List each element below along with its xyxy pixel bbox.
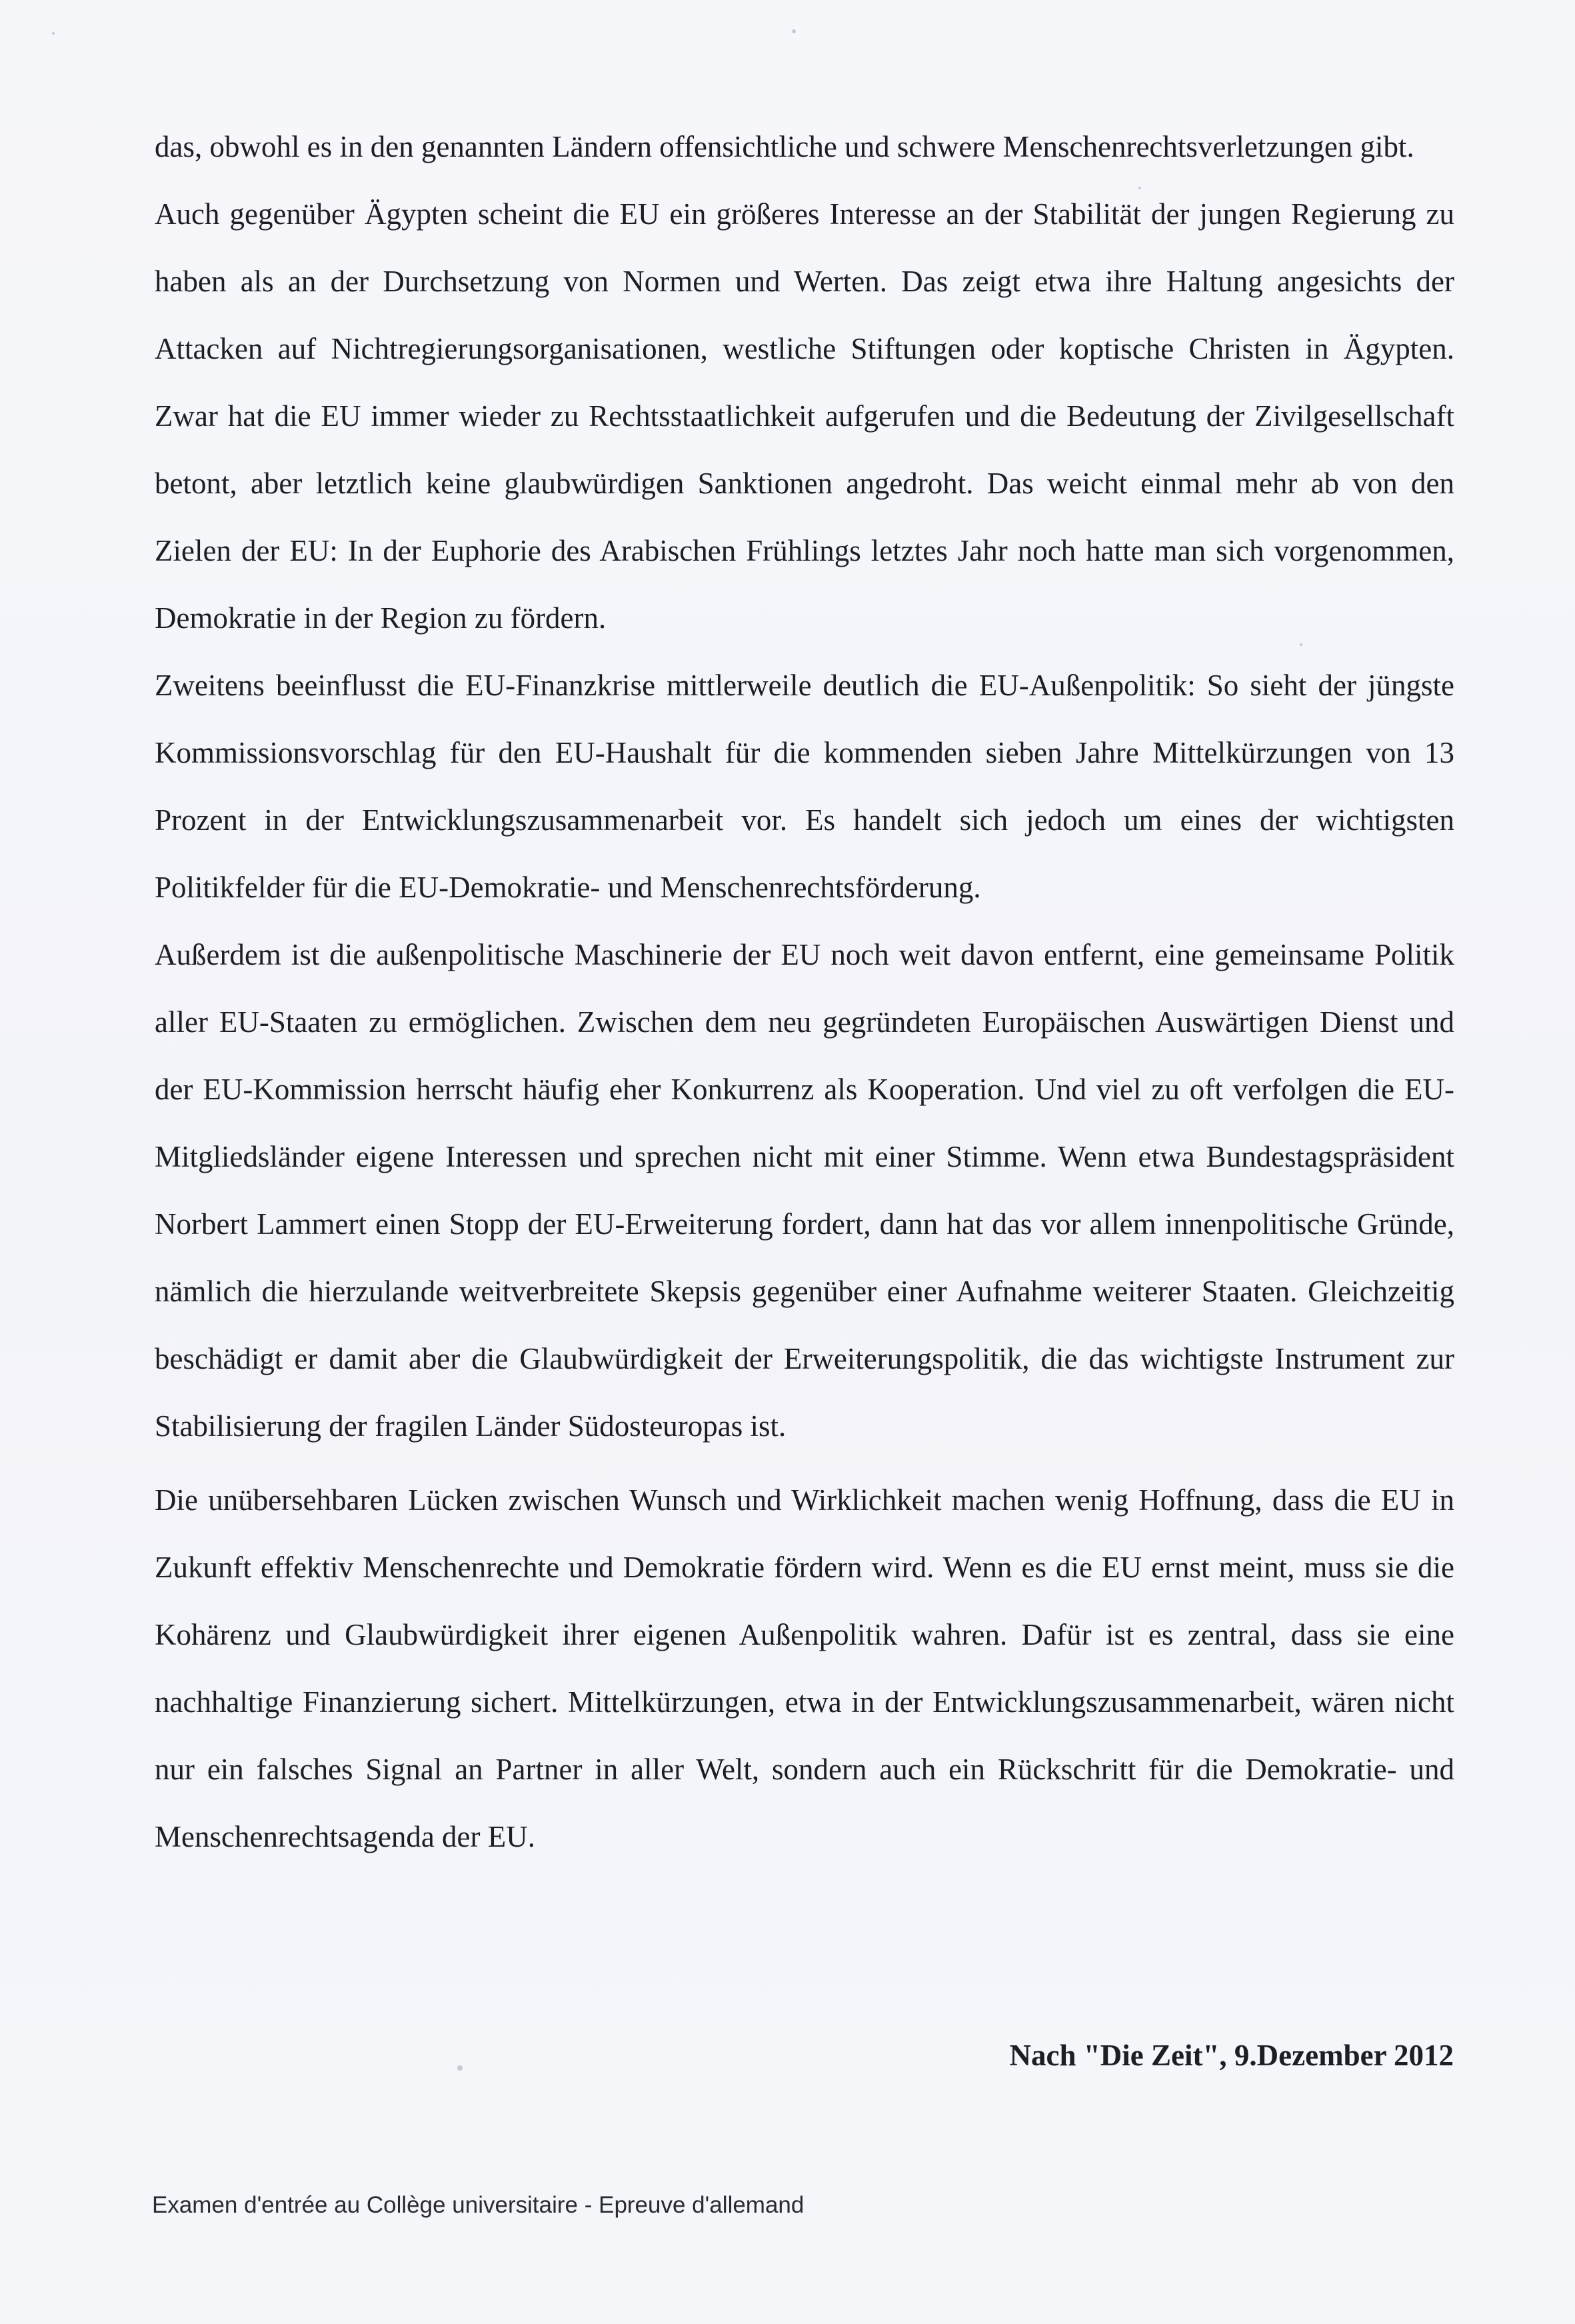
paragraph-5: Die unübersehbaren Lücken zwischen Wunsch und Wirklichkeit machen wenig Hoffnung, dass die EU in Zukunft effektiv Menschenrechte und Demokratie fördern wird. Wenn es die EU ernst meint, muss sie die Kohärenz und Glaubwürdigkeit ihrer eigenen Außenpolitik wahren. Dafür ist es zentral, dass sie eine nachhaltige Finanzierung sichert. Mittelkürzungen, etwa in der Entwicklungszusammenarbeit, wären nicht nur ein falsches Signal an Partner in aller Welt, sondern auch ein Rückschritt für die Demokratie- und Menschenrechtsagenda der EU.	[155, 1483, 1454, 1853]
paragraph-3: Zweitens beeinflusst die EU-Finanzkrise mittlerweile deutlich die EU-Außenpolitik: So sieht der jüngste Kommissionsvorschlag für den EU-Haushalt für die kommenden sieben Jahre Mittelkürzungen von 13 Prozent in der Entwicklungszusammenarbeit vor. Es handelt sich jedoch um eines der wichtigsten Politikfelder für die EU-Demokratie- und Menschenrechtsförderung.	[155, 669, 1454, 904]
paragraph-1: das, obwohl es in den genannten Ländern offensichtliche und schwere Menschenrechtsverletzungen gibt.	[155, 130, 1414, 163]
paragraph-2: Auch gegenüber Ägypten scheint die EU ein größeres Interesse an der Stabilität der jungen Regierung zu haben als an der Durchsetzung von Normen und Werten. Das zeigt etwa ihre Haltung angesichts der Attacken auf Nichtregierungsorganisationen, westliche Stiftungen oder koptische Christen in Ägypten. Zwar hat die EU immer wieder zu Rechtsstaatlichkeit aufgerufen und die Bedeutung der Zivilgesellschaft betont, aber letztlich keine glaubwürdigen Sanktionen angedroht. Das weicht einmal mehr ab von den Zielen der EU: In der Euphorie des Arabischen Frühlings letztes Jahr noch hatte man sich vorgenommen, Demokratie in der Region zu fördern.	[155, 197, 1454, 635]
exam-footer: Examen d'entrée au Collège universitaire - Epreuve d'allemand	[152, 2192, 804, 2218]
scan-speck	[52, 32, 55, 35]
scan-speck	[1138, 187, 1141, 189]
source-citation: Nach "Die Zeit", 9.Dezember 2012	[1009, 2039, 1454, 2072]
paragraph-4: Außerdem ist die außenpolitische Maschinerie der EU noch weit davon entfernt, eine gemeinsame Politik aller EU-Staaten zu ermöglichen. Zwischen dem neu gegründeten Europäischen Auswärtigen Dienst und der EU-Kommission herrscht häufig eher Konkurrenz als Kooperation. Und viel zu oft verfolgen die EU-Mitgliedsländer eigene Interessen und sprechen nicht mit einer Stimme. Wenn etwa Bundestagspräsident Norbert Lammert einen Stopp der EU-Erweiterung fordert, dann hat das vor allem innenpolitische Gründe, nämlich die hierzulande weitverbreitete Skepsis gegenüber einer Aufnahme weiterer Staaten. Gleichzeitig beschädigt er damit aber die Glaubwürdigkeit der Erweiterungspolitik, die das wichtigste Instrument zur Stabilisierung der fragilen Länder Südosteuropas ist.	[155, 938, 1454, 1443]
scan-speck	[457, 2065, 463, 2071]
scan-speck	[792, 29, 796, 33]
scan-speck	[1300, 643, 1302, 646]
article-body	[155, 113, 1454, 1871]
